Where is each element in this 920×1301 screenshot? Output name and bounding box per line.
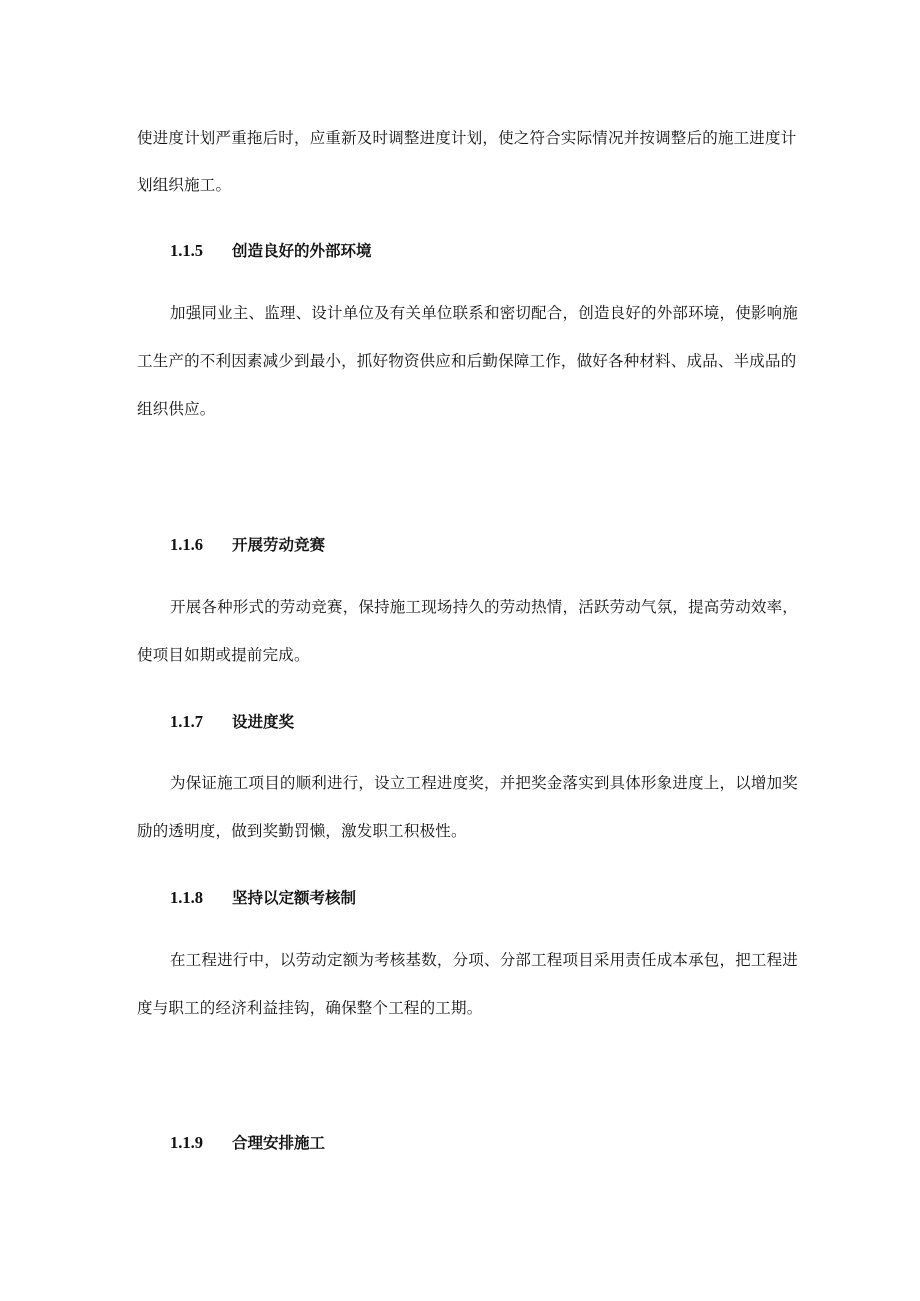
section-title: 开展劳动竞赛 — [232, 536, 326, 554]
section-title: 坚持以定额考核制 — [232, 889, 357, 907]
paragraph-line: 开展各种形式的劳动竞赛，保持施工现场持久的劳动热情，活跃劳动气氛，提高劳动效率， — [170, 598, 799, 616]
section-heading-1-1-8 — [170, 888, 356, 908]
section-heading-1-1-5 — [170, 241, 372, 261]
intro-line-2: 划组织施工。 — [137, 176, 232, 194]
paragraph-line: 使项目如期或提前完成。 — [137, 646, 310, 664]
section-heading-1-1-9 — [170, 1133, 325, 1153]
section-title: 设进度奖 — [232, 713, 295, 731]
paragraph-line: 工生产的不利因素减少到最小，抓好物资供应和后勤保障工作，做好各种材料、成品、半成品的 — [137, 352, 797, 370]
section-number: 1.1.6 — [170, 535, 203, 554]
section-heading-1-1-7 — [170, 712, 294, 732]
paragraph-line: 为保证施工项目的顺利进行，设立工程进度奖，并把奖金落实到具体形象进度上，以增加奖 — [170, 774, 799, 792]
section-title: 创造良好的外部环境 — [232, 242, 372, 260]
section-heading-1-1-6 — [170, 535, 325, 555]
paragraph-line: 加强同业主、监理、设计单位及有关单位联系和密切配合，创造良好的外部环境，使影响施 — [170, 304, 799, 322]
intro-line-1: 使进度计划严重拖后时，应重新及时调整进度计划，使之符合实际情况并按调整后的施工进度计 — [137, 129, 797, 147]
section-number: 1.1.9 — [170, 1133, 203, 1152]
paragraph-line: 组织供应。 — [137, 400, 216, 418]
paragraph-line: 度与职工的经济利益挂钩，确保整个工程的工期。 — [137, 999, 483, 1017]
section-number: 1.1.7 — [170, 712, 203, 731]
section-number: 1.1.8 — [170, 888, 203, 907]
paragraph-line: 励的透明度，做到奖勤罚懒，激发职工积极性。 — [137, 822, 467, 840]
section-title: 合理安排施工 — [232, 1134, 326, 1152]
section-number: 1.1.5 — [170, 241, 203, 260]
paragraph-line: 在工程进行中，以劳动定额为考核基数，分项、分部工程项目采用责任成本承包，把工程进 — [170, 951, 799, 969]
